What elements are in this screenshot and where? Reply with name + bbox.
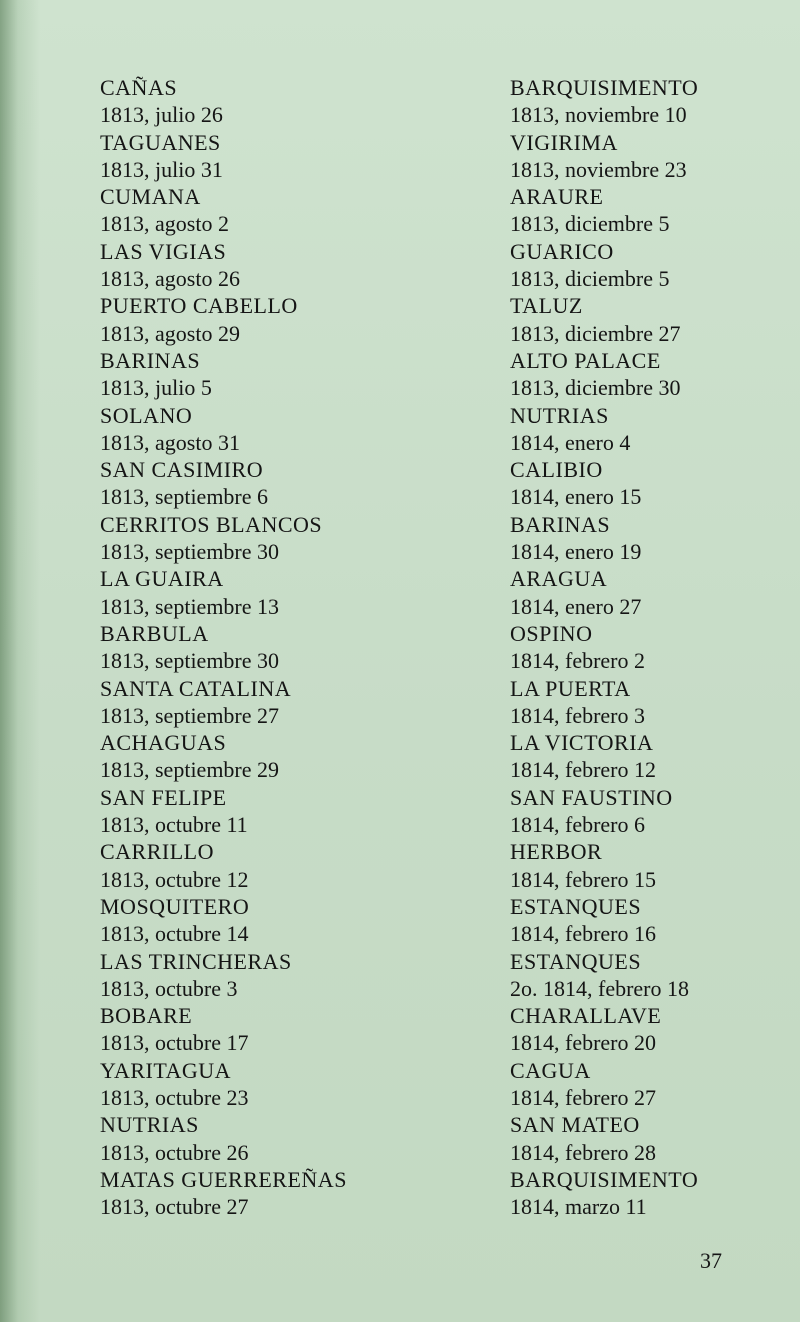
battle-date: 1813, octubre 27	[100, 1194, 249, 1220]
battle-date: 1813, septiembre 27	[100, 702, 280, 728]
battle-date: 1813, agosto 31	[100, 429, 240, 455]
battle-date: 1813, octubre 12	[100, 866, 249, 892]
battle-date: 1813, octubre 17	[100, 1030, 249, 1056]
battle-date: 1814, febrero 27	[510, 1084, 657, 1110]
battle-date: 1813, septiembre 13	[100, 593, 280, 619]
battle-date: 1813, septiembre 30	[100, 539, 280, 565]
battle-place: ACHAGUAS	[100, 730, 227, 756]
battle-place: SANTA CATALINA	[100, 675, 292, 701]
battle-place: SAN CASIMIRO	[100, 457, 264, 483]
battle-date: 1814, febrero 15	[510, 866, 657, 892]
battle-date: 1813, septiembre 30	[100, 648, 280, 674]
battle-place: ESTANQUES	[510, 893, 642, 919]
battle-date: 1814, enero 19	[510, 539, 642, 565]
battle-place: CARRILLO	[100, 839, 214, 865]
battle-date: 1814, febrero 2	[510, 648, 646, 674]
battle-place: CHARALLAVE	[510, 1003, 662, 1029]
battle-place: NUTRIAS	[510, 402, 609, 428]
battle-place: GUARICO	[510, 238, 614, 264]
battle-date: 1814, febrero 16	[510, 921, 657, 947]
right-battle-list	[510, 74, 790, 1220]
battle-date: 1814, febrero 6	[510, 812, 646, 838]
battle-place: NUTRIAS	[100, 1112, 199, 1138]
battle-date: 1814, enero 27	[510, 593, 642, 619]
battle-date: 1814, marzo 11	[510, 1194, 647, 1220]
battle-place: TALUZ	[510, 293, 583, 319]
battle-date: 1813, agosto 26	[100, 266, 240, 292]
battle-date: 1813, septiembre 6	[100, 484, 269, 510]
battle-date: 1813, julio 26	[100, 102, 223, 128]
battle-place: LAS VIGIAS	[100, 238, 227, 264]
battle-place: CERRITOS BLANCOS	[100, 511, 323, 537]
battle-place: CAÑAS	[100, 75, 178, 100]
battle-date: 1814, enero 4	[510, 429, 631, 455]
battle-place: ALTO PALACE	[510, 347, 661, 373]
battle-date: 1813, octubre 14	[100, 921, 249, 947]
battle-place: ESTANQUES	[510, 948, 642, 974]
battle-place: ARAURE	[510, 184, 604, 210]
battle-date: 1813, diciembre 5	[510, 211, 670, 237]
battle-place: SOLANO	[100, 402, 193, 428]
battle-date: 1813, octubre 11	[100, 812, 248, 838]
battle-place: LAS TRINCHERAS	[100, 948, 292, 974]
battle-place: BARQUISIMENTO	[510, 75, 699, 100]
battle-place: CALIBIO	[510, 457, 603, 483]
battle-place: ARAGUA	[510, 566, 608, 592]
battle-place: LA VICTORIA	[510, 730, 654, 756]
battle-date: 1814, febrero 12	[510, 757, 657, 783]
battle-date: 1814, febrero 20	[510, 1030, 657, 1056]
battle-place: TAGUANES	[100, 129, 221, 155]
battle-date: 1813, julio 5	[100, 375, 212, 401]
battle-place: BARBULA	[100, 620, 209, 646]
battle-place: SAN MATEO	[510, 1112, 640, 1138]
battle-place: SAN FELIPE	[100, 784, 227, 810]
battle-place: LA PUERTA	[510, 675, 631, 701]
battle-date: 1814, febrero 3	[510, 702, 646, 728]
battle-date: 2o. 1814, febrero 18	[510, 975, 690, 1001]
battle-date: 1813, diciembre 30	[510, 375, 681, 401]
left-battle-list	[100, 74, 430, 1220]
battle-place: SAN FAUSTINO	[510, 784, 673, 810]
battle-date: 1813, octubre 3	[100, 975, 238, 1001]
battle-place: HERBOR	[510, 839, 603, 865]
battle-place: MATAS GUERREREÑAS	[100, 1166, 347, 1192]
battle-date: 1813, octubre 26	[100, 1139, 249, 1165]
battle-date: 1814, febrero 28	[510, 1139, 657, 1165]
battle-date: 1813, noviembre 23	[510, 156, 687, 182]
battle-date: 1813, septiembre 29	[100, 757, 280, 783]
battle-place: BARINAS	[100, 347, 201, 373]
battle-place: CAGUA	[510, 1057, 591, 1083]
battle-place: MOSQUITERO	[100, 893, 250, 919]
battle-place: CUMANA	[100, 184, 201, 210]
battle-date: 1814, enero 15	[510, 484, 642, 510]
battle-place: LA GUAIRA	[100, 566, 224, 592]
battle-date: 1813, julio 31	[100, 156, 223, 182]
battle-place: OSPINO	[510, 620, 593, 646]
battle-date: 1813, diciembre 27	[510, 320, 681, 346]
battle-place: BARQUISIMENTO	[510, 1166, 699, 1192]
battle-date: 1813, octubre 23	[100, 1084, 249, 1110]
battle-date: 1813, diciembre 5	[510, 266, 670, 292]
battle-place: BARINAS	[510, 511, 611, 537]
page-number: 37	[700, 1248, 722, 1273]
battle-place: PUERTO CABELLO	[100, 293, 298, 319]
battle-date: 1813, agosto 29	[100, 320, 240, 346]
battle-place: YARITAGUA	[100, 1057, 232, 1083]
battle-place: VIGIRIMA	[510, 129, 618, 155]
battle-date: 1813, agosto 2	[100, 211, 229, 237]
battle-date: 1813, noviembre 10	[510, 102, 687, 128]
battle-place: BOBARE	[100, 1003, 193, 1029]
